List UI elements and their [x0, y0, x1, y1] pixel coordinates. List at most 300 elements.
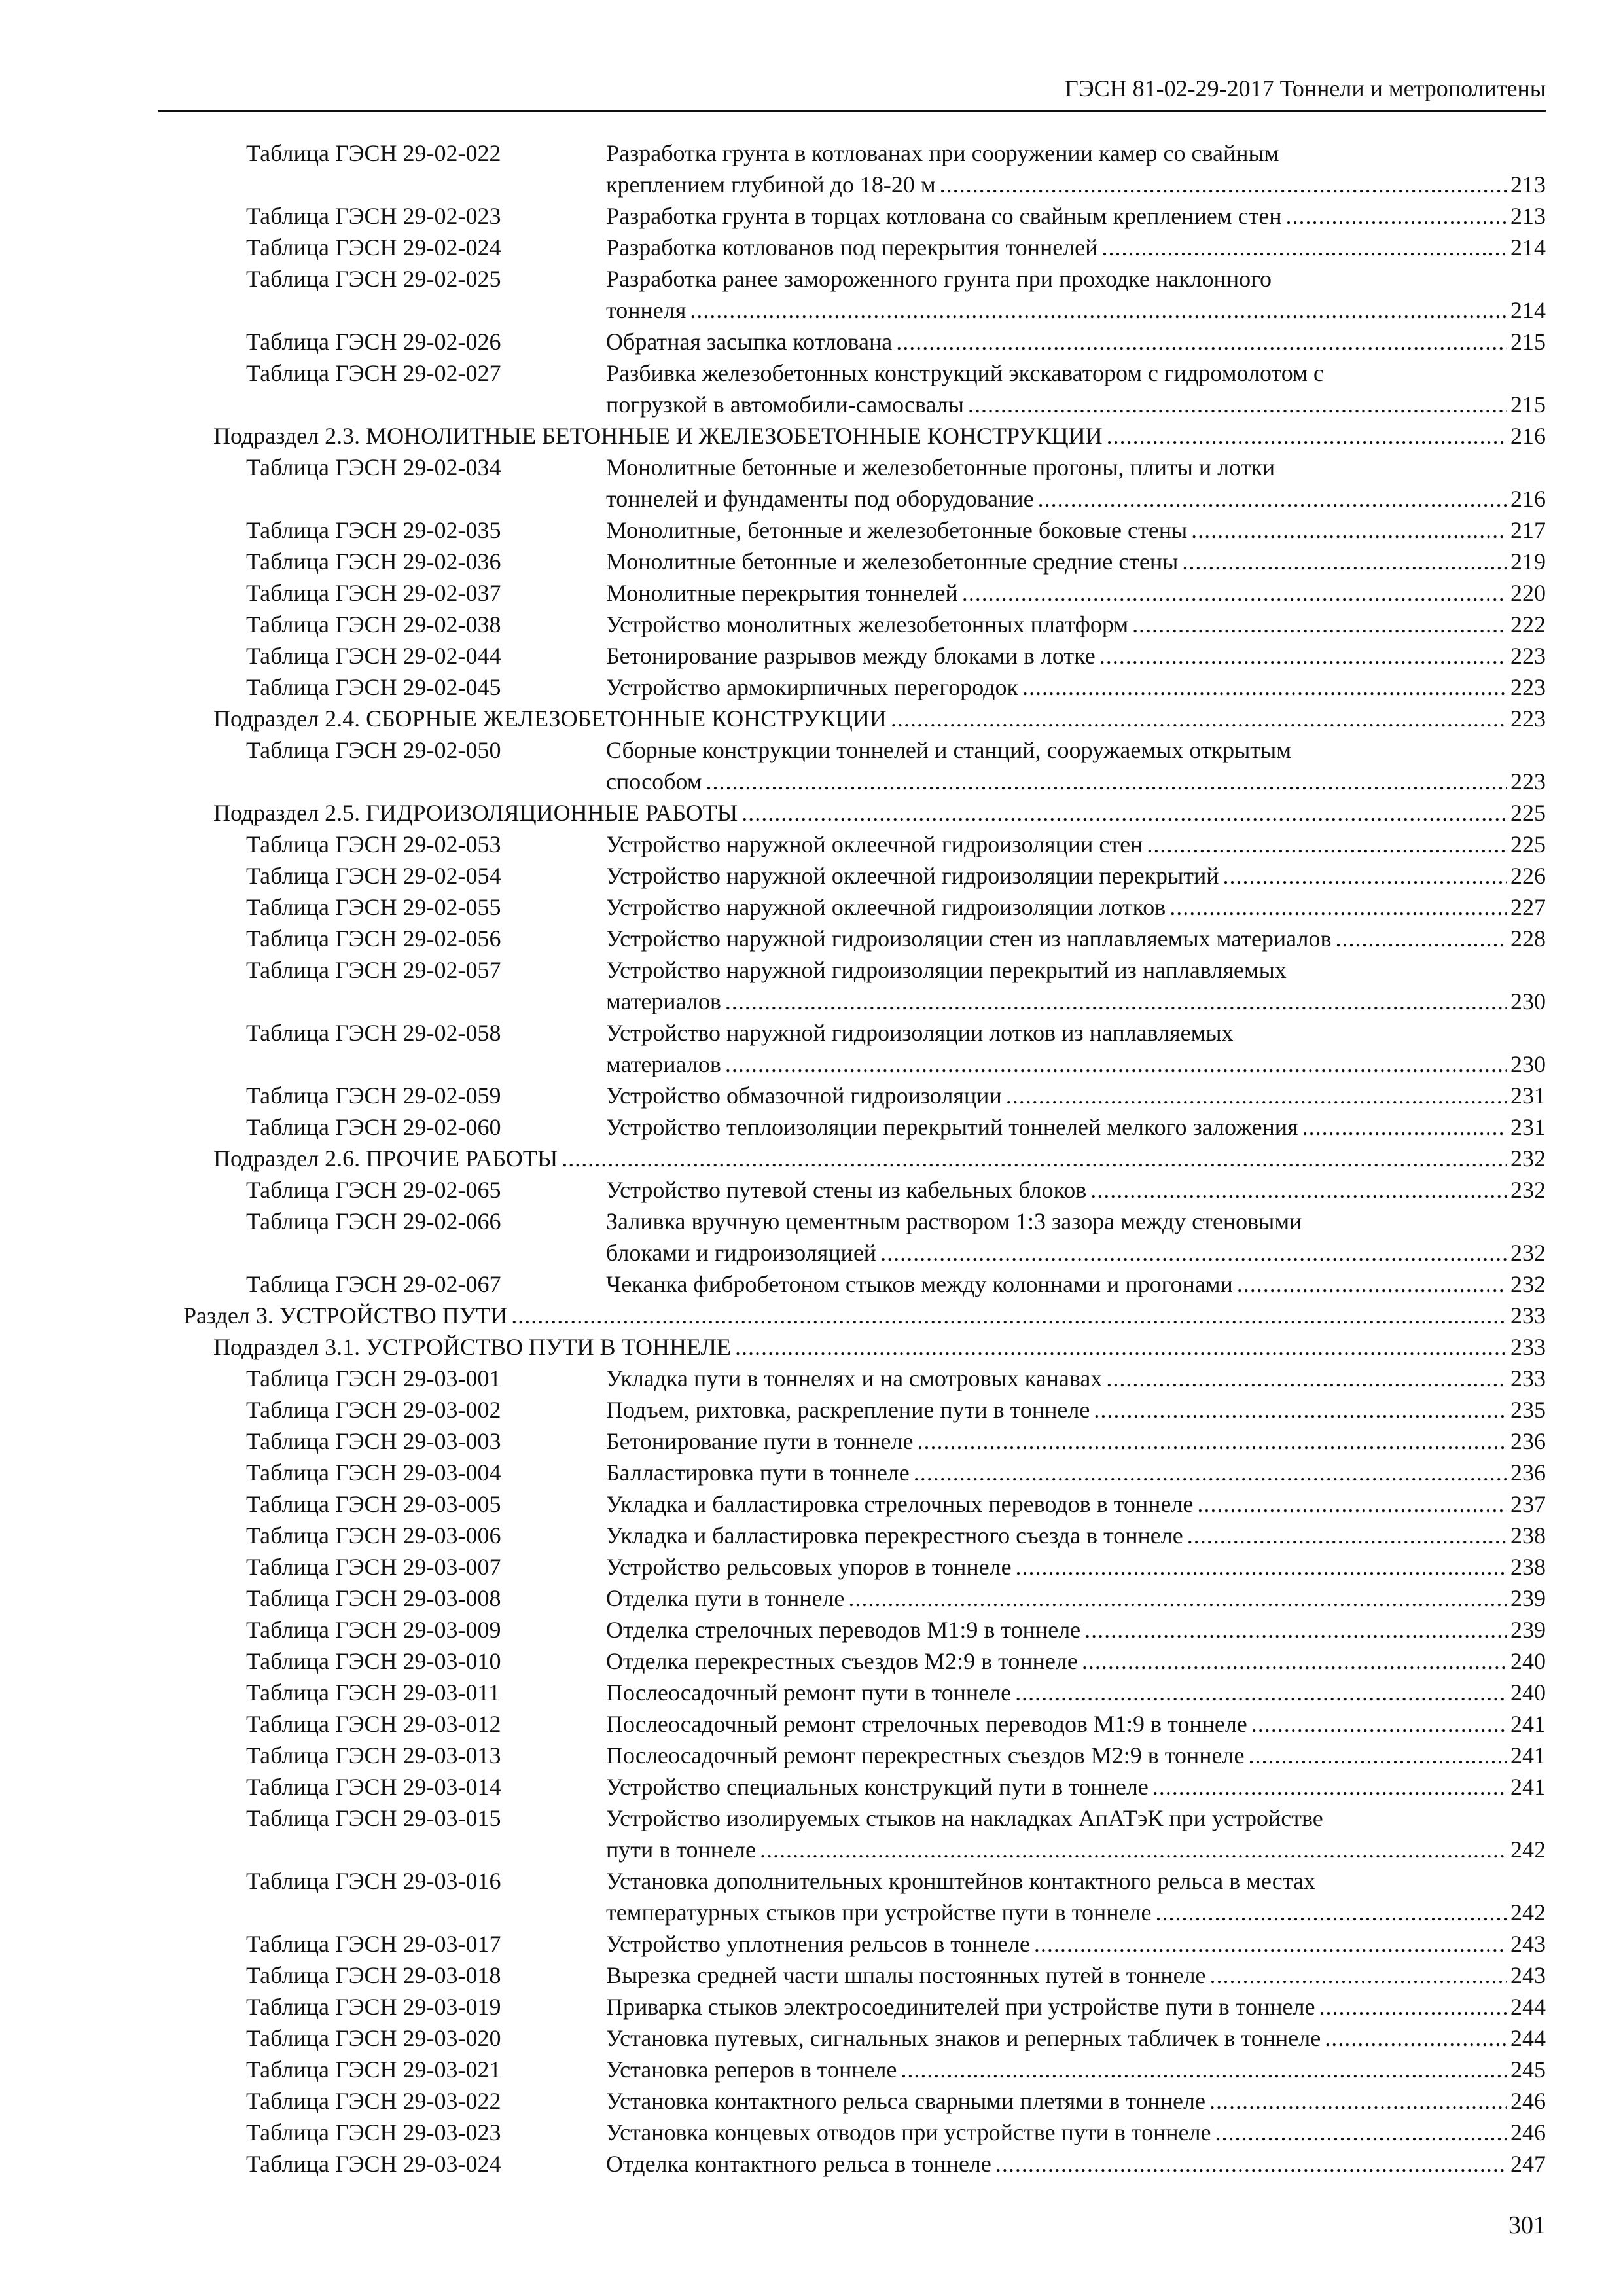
toc-entry-continuation[interactable]	[0, 1834, 1623, 1865]
entry-description: Заливка вручную цементным раствором 1:3 зазора между стеновыми	[606, 1208, 1302, 1234]
entry-leader-line	[606, 389, 1546, 420]
toc-entry[interactable]	[0, 1583, 1623, 1614]
entry-description: Укладка пути в тоннелях и на смотровых канавах	[606, 1365, 1103, 1391]
toc-subsection[interactable]	[0, 1331, 1623, 1363]
entry-page-number: 233	[1510, 1302, 1546, 1329]
entry-leader-line	[606, 2117, 1546, 2148]
entry-page-number: 239	[1510, 1585, 1546, 1611]
dot-leader	[1101, 232, 1507, 263]
dot-leader	[914, 1457, 1507, 1488]
entry-page-number: 242	[1510, 1899, 1546, 1926]
toc-entry[interactable]	[0, 1865, 1623, 1897]
entry-page-number: 238	[1510, 1522, 1546, 1549]
toc-entry-continuation[interactable]	[0, 986, 1623, 1017]
entry-leader-line	[606, 1394, 1546, 1426]
entry-description: материалов	[606, 988, 721, 1014]
entry-leader-line	[606, 200, 1546, 232]
entry-page-number: 232	[1510, 1145, 1546, 1172]
entry-leader-line	[606, 829, 1546, 860]
toc-entry[interactable]	[0, 1740, 1623, 1771]
entry-leader-line	[606, 1520, 1546, 1551]
toc-entry[interactable]	[0, 891, 1623, 923]
entry-leader-line	[606, 2085, 1546, 2117]
entry-page-number: 244	[1510, 2025, 1546, 2051]
toc-entry-continuation[interactable]	[0, 1897, 1623, 1928]
entry-description: Укладка и балластировка стрелочных переводов в тоннеле	[606, 1491, 1194, 1517]
table-code: Таблица ГЭСН 29-02-035	[246, 517, 501, 543]
toc-entry[interactable]	[0, 672, 1623, 703]
table-code: Таблица ГЭСН 29-03-022	[246, 2088, 501, 2114]
entry-description: Подъем, рихтовка, раскрепление пути в тоннеле	[606, 1397, 1090, 1423]
page-number: 301	[1508, 2212, 1546, 2239]
entry-page-number: 223	[1510, 674, 1546, 700]
entry-description: Разработка грунта в торцах котлована со свайным креплением стен	[606, 203, 1282, 229]
dot-leader	[917, 1426, 1507, 1457]
entry-description: Установка путевых, сигнальных знаков и реперных табличек в тоннеле	[606, 2025, 1321, 2051]
entry-page-number: 217	[1510, 517, 1546, 543]
entry-page-number: 226	[1510, 863, 1546, 889]
toc-entry[interactable]	[0, 1803, 1623, 1834]
dot-leader	[741, 797, 1507, 829]
dot-leader	[1248, 1740, 1507, 1771]
entry-description: Монолитные бетонные и железобетонные средние стены	[606, 548, 1179, 575]
table-code: Таблица ГЭСН 29-02-066	[246, 1208, 501, 1234]
dot-leader	[1147, 829, 1507, 860]
entry-page-number: 222	[1510, 611, 1546, 637]
entry-page-number: 231	[1510, 1083, 1546, 1109]
entry-leader-line	[213, 797, 1546, 829]
entry-leader-line	[606, 1960, 1546, 1991]
dot-leader	[735, 1331, 1507, 1363]
dot-leader	[1286, 200, 1507, 232]
table-code: Таблица ГЭСН 29-02-024	[246, 234, 501, 260]
entry-page-number: 213	[1510, 203, 1546, 229]
toc-entry-continuation[interactable]	[0, 295, 1623, 326]
table-code: Таблица ГЭСН 29-03-021	[246, 2056, 501, 2083]
dot-leader	[1094, 1394, 1507, 1426]
dot-leader	[725, 986, 1507, 1017]
toc-entry[interactable]	[0, 734, 1623, 766]
toc-entry[interactable]	[0, 452, 1623, 483]
toc-entry[interactable]	[0, 1017, 1623, 1049]
toc-entry[interactable]	[0, 1457, 1623, 1488]
entry-leader-line	[606, 1426, 1546, 1457]
entry-leader-line	[606, 1614, 1546, 1645]
dot-leader	[1191, 514, 1507, 546]
table-code: Таблица ГЭСН 29-03-024	[246, 2151, 501, 2177]
dot-leader	[1182, 546, 1507, 577]
section-title: Подраздел 3.1. УСТРОЙСТВО ПУТИ В ТОННЕЛЕ	[213, 1334, 731, 1360]
toc-entry[interactable]	[0, 1488, 1623, 1520]
entry-leader-line	[606, 1457, 1546, 1488]
toc-entry[interactable]	[0, 514, 1623, 546]
entry-description: Разработка котлованов под перекрытия тоннелей	[606, 234, 1098, 260]
table-code: Таблица ГЭСН 29-03-010	[246, 1648, 501, 1674]
entry-description: Устройство обмазочной гидроизоляции	[606, 1083, 1002, 1109]
entry-leader-line	[606, 766, 1546, 797]
toc-entry[interactable]	[0, 2117, 1623, 2148]
toc-entry[interactable]	[0, 2054, 1623, 2085]
entry-leader-line	[606, 326, 1546, 357]
entry-description: Разработка ранее замороженного грунта при проходке наклонного	[606, 266, 1272, 292]
entry-leader-line	[606, 1771, 1546, 1803]
toc-entry-continuation[interactable]	[0, 1049, 1623, 1080]
toc-subsection[interactable]	[0, 420, 1623, 452]
entry-page-number: 242	[1510, 1837, 1546, 1863]
dot-leader	[562, 1143, 1507, 1174]
entry-page-number: 233	[1510, 1334, 1546, 1360]
table-code: Таблица ГЭСН 29-02-023	[246, 203, 501, 229]
dot-leader	[760, 1834, 1507, 1865]
dot-leader	[995, 2148, 1507, 2179]
entry-description: Устройство армокирпичных перегородок	[606, 674, 1018, 700]
dot-leader	[1152, 1771, 1507, 1803]
table-code: Таблица ГЭСН 29-02-053	[246, 831, 501, 857]
toc-entry-continuation[interactable]	[0, 169, 1623, 200]
entry-leader-line	[606, 169, 1546, 200]
table-code: Таблица ГЭСН 29-02-057	[246, 957, 501, 983]
toc-entry[interactable]	[0, 2148, 1623, 2179]
dot-leader	[1302, 1111, 1507, 1143]
dot-leader	[1197, 1488, 1507, 1520]
entry-description: Установка контактного рельса сварными плетями в тоннеле	[606, 2088, 1205, 2114]
entry-description: Обратная засыпка котлована	[606, 329, 893, 355]
entry-leader-line	[606, 1551, 1546, 1583]
entry-description: погрузкой в автомобили-самосвалы	[606, 391, 964, 418]
dot-leader	[511, 1300, 1507, 1331]
toc-entry[interactable]	[0, 1677, 1623, 1708]
dot-leader	[1099, 640, 1507, 672]
entry-leader-line	[606, 891, 1546, 923]
entry-description: Монолитные, бетонные и железобетонные боковые стены	[606, 517, 1188, 543]
entry-page-number: 232	[1510, 1240, 1546, 1266]
entry-description: блоками и гидроизоляцией	[606, 1240, 877, 1266]
toc-entry[interactable]	[0, 263, 1623, 295]
table-code: Таблица ГЭСН 29-03-020	[246, 2025, 501, 2051]
toc-entry-continuation[interactable]	[0, 389, 1623, 420]
table-code: Таблица ГЭСН 29-02-034	[246, 454, 501, 480]
table-of-contents	[0, 137, 1623, 2179]
toc-entry[interactable]	[0, 640, 1623, 672]
toc-entry[interactable]	[0, 829, 1623, 860]
entry-description: Устройство наружной гидроизоляции лотков из наплавляемых	[606, 1020, 1234, 1046]
entry-description: Устройство изолируемых стыков на накладках АпАТэК при устройстве	[606, 1805, 1323, 1831]
toc-entry[interactable]	[0, 609, 1623, 640]
dot-leader	[1209, 2085, 1507, 2117]
table-code: Таблица ГЭСН 29-02-037	[246, 580, 501, 606]
entry-page-number: 237	[1510, 1491, 1546, 1517]
table-code: Таблица ГЭСН 29-03-016	[246, 1868, 501, 1894]
toc-entry-continuation[interactable]	[0, 483, 1623, 514]
table-code: Таблица ГЭСН 29-02-050	[246, 737, 501, 763]
section-title: Раздел 3. УСТРОЙСТВО ПУТИ	[183, 1302, 508, 1329]
toc-entry[interactable]	[0, 1080, 1623, 1111]
entry-description: Устройство наружной гидроизоляции стен из наплавляемых материалов	[606, 925, 1332, 952]
dot-leader	[725, 1049, 1507, 1080]
entry-description: Устройство наружной оклеечной гидроизоляции лотков	[606, 894, 1166, 920]
table-code: Таблица ГЭСН 29-03-005	[246, 1491, 501, 1517]
dot-leader	[1223, 860, 1507, 891]
entry-description: Монолитные бетонные и железобетонные прогоны, плиты и лотки	[606, 454, 1275, 480]
entry-leader-line	[606, 295, 1546, 326]
toc-entry[interactable]	[0, 1645, 1623, 1677]
toc-entry[interactable]	[0, 1363, 1623, 1394]
dot-leader	[1132, 609, 1507, 640]
entry-description: Отделка перекрестных съездов М2:9 в тоннеле	[606, 1648, 1078, 1674]
toc-entry[interactable]	[0, 1771, 1623, 1803]
entry-description: Устройство наружной гидроизоляции перекрытий из наплавляемых	[606, 957, 1287, 983]
table-code: Таблица ГЭСН 29-03-002	[246, 1397, 501, 1423]
entry-page-number: 214	[1510, 297, 1546, 323]
dot-leader	[1155, 1897, 1507, 1928]
table-code: Таблица ГЭСН 29-03-001	[246, 1365, 501, 1391]
entry-page-number: 235	[1510, 1397, 1546, 1423]
entry-description: Отделка стрелочных переводов М1:9 в тоннеле	[606, 1617, 1081, 1643]
table-code: Таблица ГЭСН 29-03-004	[246, 1460, 501, 1486]
table-code: Таблица ГЭСН 29-02-060	[246, 1114, 501, 1140]
entry-leader-line	[606, 1740, 1546, 1771]
dot-leader	[1106, 1363, 1507, 1394]
table-code: Таблица ГЭСН 29-03-009	[246, 1617, 501, 1643]
dot-leader	[1107, 420, 1507, 452]
table-code: Таблица ГЭСН 29-03-013	[246, 1742, 501, 1768]
entry-page-number: 213	[1510, 171, 1546, 198]
entry-page-number: 223	[1510, 643, 1546, 669]
entry-leader-line	[606, 1583, 1546, 1614]
entry-leader-line	[606, 1897, 1546, 1928]
dot-leader	[962, 577, 1507, 609]
entry-page-number: 243	[1510, 1931, 1546, 1957]
table-code: Таблица ГЭСН 29-02-065	[246, 1177, 501, 1203]
entry-leader-line	[606, 483, 1546, 514]
toc-entry[interactable]	[0, 200, 1623, 232]
entry-description: Бетонирование разрывов между блоками в лотке	[606, 643, 1096, 669]
entry-description: тоннелей и фундаменты под оборудование	[606, 486, 1034, 512]
entry-leader-line	[606, 1645, 1546, 1677]
dot-leader	[896, 326, 1507, 357]
entry-description: Балластировка пути в тоннеле	[606, 1460, 910, 1486]
entry-page-number: 241	[1510, 1711, 1546, 1737]
entry-description: Чеканка фибробетоном стыков между колоннами и прогонами	[606, 1271, 1233, 1297]
entry-description: Сборные конструкции тоннелей и станций, сооружаемых открытым	[606, 737, 1291, 763]
entry-leader-line	[606, 1363, 1546, 1394]
entry-description: Устройство путевой стены из кабельных блоков	[606, 1177, 1087, 1203]
dot-leader	[1034, 1928, 1507, 1960]
document-title: ГЭСН 81-02-29-2017 Тоннели и метрополитены	[1065, 75, 1546, 101]
entry-description: Приварка стыков электросоединителей при устройстве пути в тоннеле	[606, 1994, 1315, 2020]
dot-leader	[1006, 1080, 1507, 1111]
section-title: Подраздел 2.6. ПРОЧИЕ РАБОТЫ	[213, 1145, 558, 1172]
entry-page-number: 215	[1510, 329, 1546, 355]
entry-leader-line	[606, 860, 1546, 891]
entry-leader-line	[606, 1049, 1546, 1080]
entry-description: Устройство наружной оклеечной гидроизоляции перекрытий	[606, 863, 1219, 889]
entry-page-number: 230	[1510, 988, 1546, 1014]
entry-page-number: 220	[1510, 580, 1546, 606]
table-code: Таблица ГЭСН 29-03-019	[246, 1994, 501, 2020]
table-code: Таблица ГЭСН 29-03-012	[246, 1711, 501, 1737]
entry-description: креплением глубиной до 18-20 м	[606, 171, 936, 198]
table-code: Таблица ГЭСН 29-03-003	[246, 1428, 501, 1454]
entry-description: Послеосадочный ремонт перекрестных съездов М2:9 в тоннеле	[606, 1742, 1245, 1768]
toc-subsection[interactable]	[0, 703, 1623, 734]
entry-description: Разбивка железобетонных конструкций экскаватором с гидромолотом с	[606, 360, 1324, 386]
entry-description: Установка концевых отводов при устройстве пути в тоннеле	[606, 2119, 1211, 2145]
entry-page-number: 246	[1510, 2119, 1546, 2145]
entry-page-number: 244	[1510, 1994, 1546, 2020]
entry-description: Отделка контактного рельса в тоннеле	[606, 2151, 991, 2177]
table-code: Таблица ГЭСН 29-03-014	[246, 1774, 501, 1800]
toc-entry-continuation[interactable]	[0, 766, 1623, 797]
dot-leader	[706, 766, 1507, 797]
entry-leader-line	[606, 923, 1546, 954]
toc-entry[interactable]	[0, 954, 1623, 986]
entry-page-number: 216	[1510, 423, 1546, 449]
entry-page-number: 236	[1510, 1428, 1546, 1454]
dot-leader	[1237, 1268, 1507, 1300]
toc-entry[interactable]	[0, 137, 1623, 169]
entry-leader-line	[606, 1928, 1546, 1960]
toc-entry[interactable]	[0, 1206, 1623, 1237]
dot-leader	[1335, 923, 1507, 954]
table-code: Таблица ГЭСН 29-02-025	[246, 266, 501, 292]
toc-entry[interactable]	[0, 2022, 1623, 2054]
entry-page-number: 239	[1510, 1617, 1546, 1643]
dot-leader	[690, 295, 1507, 326]
section-title: Подраздел 2.5. ГИДРОИЗОЛЯЦИОННЫЕ РАБОТЫ	[213, 800, 738, 826]
toc-entry[interactable]	[0, 232, 1623, 263]
toc-entry[interactable]	[0, 1268, 1623, 1300]
toc-entry[interactable]	[0, 546, 1623, 577]
dot-leader	[891, 703, 1507, 734]
entry-description: пути в тоннеле	[606, 1837, 756, 1863]
toc-entry[interactable]	[0, 1614, 1623, 1645]
entry-leader-line	[606, 1708, 1546, 1740]
entry-page-number: 231	[1510, 1114, 1546, 1140]
dot-leader	[848, 1583, 1507, 1614]
dot-leader	[1090, 1174, 1507, 1206]
table-code: Таблица ГЭСН 29-03-018	[246, 1962, 501, 1988]
entry-leader-line	[213, 420, 1546, 452]
entry-leader-line	[606, 1488, 1546, 1520]
dot-leader	[1210, 1960, 1507, 1991]
entry-description: Устройство наружной оклеечной гидроизоляции стен	[606, 831, 1143, 857]
entry-description: Устройство рельсовых упоров в тоннеле	[606, 1554, 1012, 1580]
toc-entry[interactable]	[0, 1551, 1623, 1583]
entry-page-number: 223	[1510, 706, 1546, 732]
table-code: Таблица ГЭСН 29-02-026	[246, 329, 501, 355]
running-header	[158, 75, 1546, 112]
toc-entry[interactable]	[0, 357, 1623, 389]
entry-page-number: 232	[1510, 1271, 1546, 1297]
entry-leader-line	[606, 2054, 1546, 2085]
entry-description: Укладка и балластировка перекрестного съезда в тоннеле	[606, 1522, 1183, 1549]
entry-leader-line	[606, 2148, 1546, 2179]
toc-entry[interactable]	[0, 1520, 1623, 1551]
toc-entry[interactable]	[0, 1111, 1623, 1143]
entry-description: способом	[606, 768, 702, 795]
entry-page-number: 230	[1510, 1051, 1546, 1077]
entry-leader-line	[606, 1677, 1546, 1708]
dot-leader	[1187, 1520, 1507, 1551]
table-code: Таблица ГЭСН 29-02-038	[246, 611, 501, 637]
entry-page-number: 236	[1510, 1460, 1546, 1486]
toc-entry[interactable]	[0, 577, 1623, 609]
toc-subsection[interactable]	[0, 1143, 1623, 1174]
dot-leader	[1015, 1677, 1507, 1708]
entry-leader-line	[213, 703, 1546, 734]
entry-leader-line	[606, 1991, 1546, 2022]
toc-entry[interactable]	[0, 1708, 1623, 1740]
table-code: Таблица ГЭСН 29-03-006	[246, 1522, 501, 1549]
entry-page-number: 240	[1510, 1679, 1546, 1706]
entry-leader-line	[213, 1143, 1546, 1174]
toc-entry[interactable]	[0, 923, 1623, 954]
toc-entry[interactable]	[0, 1928, 1623, 1960]
entry-page-number: 215	[1510, 391, 1546, 418]
entry-page-number: 245	[1510, 2056, 1546, 2083]
dot-leader	[1319, 1991, 1507, 2022]
entry-leader-line	[606, 1268, 1546, 1300]
entry-page-number: 225	[1510, 800, 1546, 826]
toc-entry[interactable]	[0, 2085, 1623, 2117]
table-code: Таблица ГЭСН 29-03-015	[246, 1805, 501, 1831]
entry-description: Устройство уплотнения рельсов в тоннеле	[606, 1931, 1030, 1957]
entry-page-number: 214	[1510, 234, 1546, 260]
entry-leader-line	[606, 1834, 1546, 1865]
entry-leader-line	[606, 986, 1546, 1017]
entry-page-number: 228	[1510, 925, 1546, 952]
toc-entry[interactable]	[0, 1394, 1623, 1426]
toc-entry[interactable]	[0, 1991, 1623, 2022]
toc-subsection[interactable]	[0, 797, 1623, 829]
table-code: Таблица ГЭСН 29-02-056	[246, 925, 501, 952]
toc-entry[interactable]	[0, 1426, 1623, 1457]
entry-leader-line	[606, 2022, 1546, 2054]
entry-description: Устройство монолитных железобетонных платформ	[606, 611, 1129, 637]
dot-leader	[1215, 2117, 1507, 2148]
toc-section[interactable]	[0, 1300, 1623, 1331]
entry-page-number: 240	[1510, 1648, 1546, 1674]
dot-leader	[1169, 891, 1507, 923]
dot-leader	[1038, 483, 1507, 514]
entry-leader-line	[183, 1300, 1546, 1331]
entry-description: Установка дополнительных кронштейнов контактного рельса в местах	[606, 1868, 1315, 1894]
toc-entry-continuation[interactable]	[0, 1237, 1623, 1268]
toc-entry[interactable]	[0, 1174, 1623, 1206]
table-code: Таблица ГЭСН 29-02-027	[246, 360, 501, 386]
toc-entry[interactable]	[0, 326, 1623, 357]
entry-description: Разработка грунта в котлованах при сооружении камер со свайным	[606, 140, 1279, 166]
entry-description: Бетонирование пути в тоннеле	[606, 1428, 914, 1454]
toc-entry[interactable]	[0, 1960, 1623, 1991]
entry-leader-line	[213, 1331, 1546, 1363]
dot-leader	[1084, 1614, 1507, 1645]
entry-leader-line	[606, 1111, 1546, 1143]
entry-page-number: 219	[1510, 548, 1546, 575]
entry-page-number: 216	[1510, 486, 1546, 512]
dot-leader	[880, 1237, 1507, 1268]
entry-description: Устройство теплоизоляции перекрытий тоннелей мелкого заложения	[606, 1114, 1298, 1140]
table-code: Таблица ГЭСН 29-02-058	[246, 1020, 501, 1046]
entry-page-number: 247	[1510, 2151, 1546, 2177]
table-code: Таблица ГЭСН 29-02-022	[246, 140, 501, 166]
table-code: Таблица ГЭСН 29-03-017	[246, 1931, 501, 1957]
dot-leader	[1251, 1708, 1507, 1740]
toc-entry[interactable]	[0, 860, 1623, 891]
entry-description: Вырезка средней части шпалы постоянных путей в тоннеле	[606, 1962, 1206, 1988]
entry-description: Монолитные перекрытия тоннелей	[606, 580, 958, 606]
